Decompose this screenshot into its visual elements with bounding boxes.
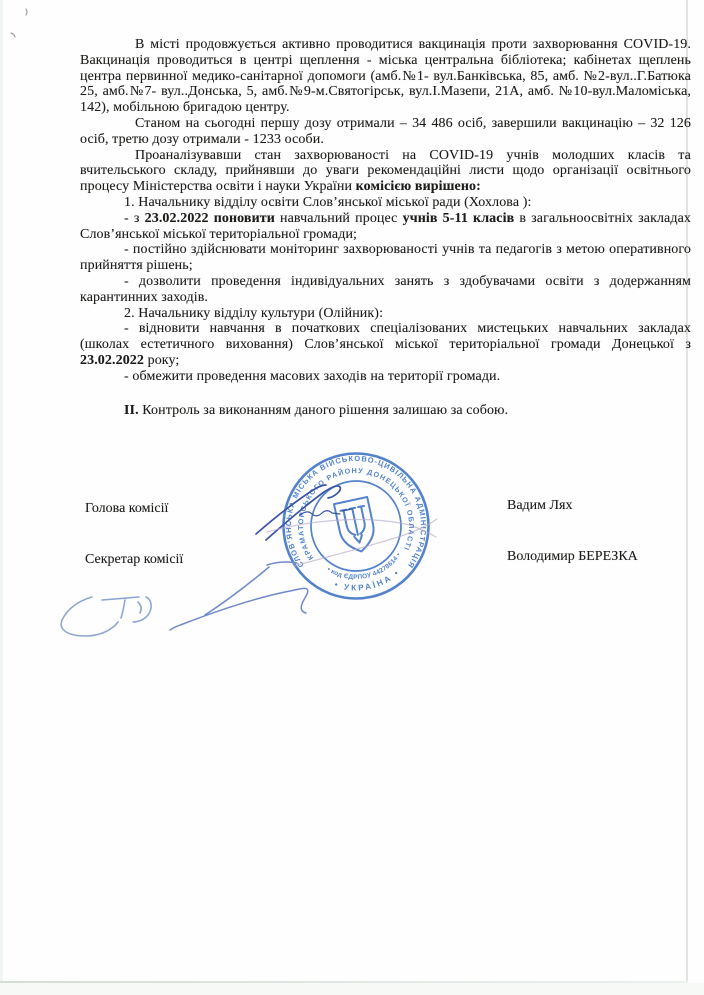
text-run: Контроль за виконанням даного рішення залишаю за собою.	[138, 402, 509, 418]
speck-icon	[11, 33, 15, 37]
text-run: - дозволити проведення індивідуальних занять з здобувачами освіти з додержанням карантинних заходів.	[80, 273, 691, 305]
paragraph-resume-classes	[80, 211, 691, 243]
signature-name-head: Вадим Лях	[507, 498, 573, 513]
paragraph-commission-decision	[80, 148, 691, 195]
text-run: 1. Начальнику відділу освіти Слов’янської міської ради (Хохлова ):	[124, 194, 532, 210]
text-run: навчальний процес	[274, 210, 403, 226]
paragraph-control-clause	[80, 403, 691, 419]
paragraph-vaccination-intro	[80, 37, 691, 116]
signature-bottom-left-stroke	[61, 620, 118, 636]
text-run: - обмежити проведення масових заходів на території громади.	[124, 368, 501, 384]
paragraph-art-schools	[80, 321, 691, 368]
text-run: в загальноосвітніх закладах Слов’янської міської територіальної громади;	[80, 210, 692, 242]
signature-bottom-left-stroke	[102, 597, 139, 600]
signature-bottom-left-stroke	[138, 602, 141, 613]
speck-icon	[26, 9, 27, 15]
text-run: - відновити навчання в початкових спеціалізованих мистецьких навчальних закладах (школах естетичного виховання) Слов’янської міської територіальної громади Донецької з	[80, 321, 691, 353]
stamp-inner-ring-text: КРАМАТОРСЬКОГО РАЙОНУ ДОНЕЦЬКОЇ ОБЛАСТІ	[295, 465, 417, 562]
official-round-stamp	[270, 440, 442, 612]
stamp-edrpou-code-text: • код ЄДРПОУ 44278614 •	[325, 551, 403, 582]
text-run: 2. Начальнику відділу культури (Олійник):	[124, 305, 384, 321]
paragraph-individual-lessons	[80, 274, 691, 306]
paragraph-item-2-culture	[80, 306, 691, 322]
stamp-country-text: • УКРАЇНА •	[333, 567, 403, 593]
paragraph-item-1-education	[80, 195, 691, 211]
scan-margin-bottom	[0, 983, 704, 995]
text-run-bold: 23.02.2022 поновити	[144, 210, 275, 226]
paragraph-mass-events	[80, 369, 691, 385]
trident-shield-icon	[334, 497, 378, 555]
text-run-bold: 23.02.2022	[80, 352, 144, 368]
text-run: року;	[144, 352, 180, 368]
stamp-outer-ring-text: СЛОВ’ЯНСЬКА МІСЬКА ВІЙСЬКОВО-ЦИВІЛЬНА АДМІНІСТРАЦІЯ	[283, 453, 429, 571]
signature-bottom-left-stroke	[133, 597, 151, 622]
text-run-bold: II.	[124, 402, 139, 418]
signature-secretary-stroke	[205, 567, 269, 615]
paragraph-monitoring	[80, 242, 691, 274]
document-text	[80, 37, 691, 418]
text-run-bold: учнів 5-11 класів	[402, 210, 515, 226]
paragraph-dose-statistics	[80, 116, 691, 148]
text-run: - постійно здійснювати моніторинг захворюваності учнів та педагогів з метою оперативного прийняття рішень;	[80, 242, 691, 274]
scan-edge-left	[0, 0, 3, 995]
signature-bottom-left-stroke	[62, 597, 92, 620]
text-run: Проаналізувавши стан захворюваності на COVID-19 учнів молодших класів та вчительського складу, прийнявши до уваги рекомендаційні листи щодо організації освітнього процесу Міністерства освіти і науки України	[80, 147, 691, 195]
text-run-bold: комісією вирішено:	[355, 179, 481, 195]
signature-bottom-left-stroke	[121, 600, 125, 618]
signature-name-secretary: Володимир БЕРЕЗКА	[507, 549, 638, 564]
text-run: - з	[124, 210, 145, 226]
signature-label-head: Голова комісії	[85, 501, 169, 516]
text-run: Станом на сьогодні першу дозу отримали – 34 486 осіб, завершили вакцинацію – 32 126 осіб, третю дозу отримали - 1233 особи.	[80, 115, 691, 147]
signature-label-secretary: Секретар комісії	[85, 552, 184, 567]
text-run: В місті продовжується активно проводитися вакцинація проти захворювання COVID-19. Вакцинація проводиться в центрі щеплення - міська центральна бібліотека; кабінетах щеплень центра первинної медико-санітарної допомоги (амб.№1- вул.Банківська, 85, амб. №2-вул..Г.Батюка 25, амб.№7- вул..Донська, 5, амб.№9-м.Святогірськ, вул.І.Мазепи, 21А, амб. №10-вул.Маломіська, 142), мобільною бригадою центру.	[80, 37, 691, 116]
